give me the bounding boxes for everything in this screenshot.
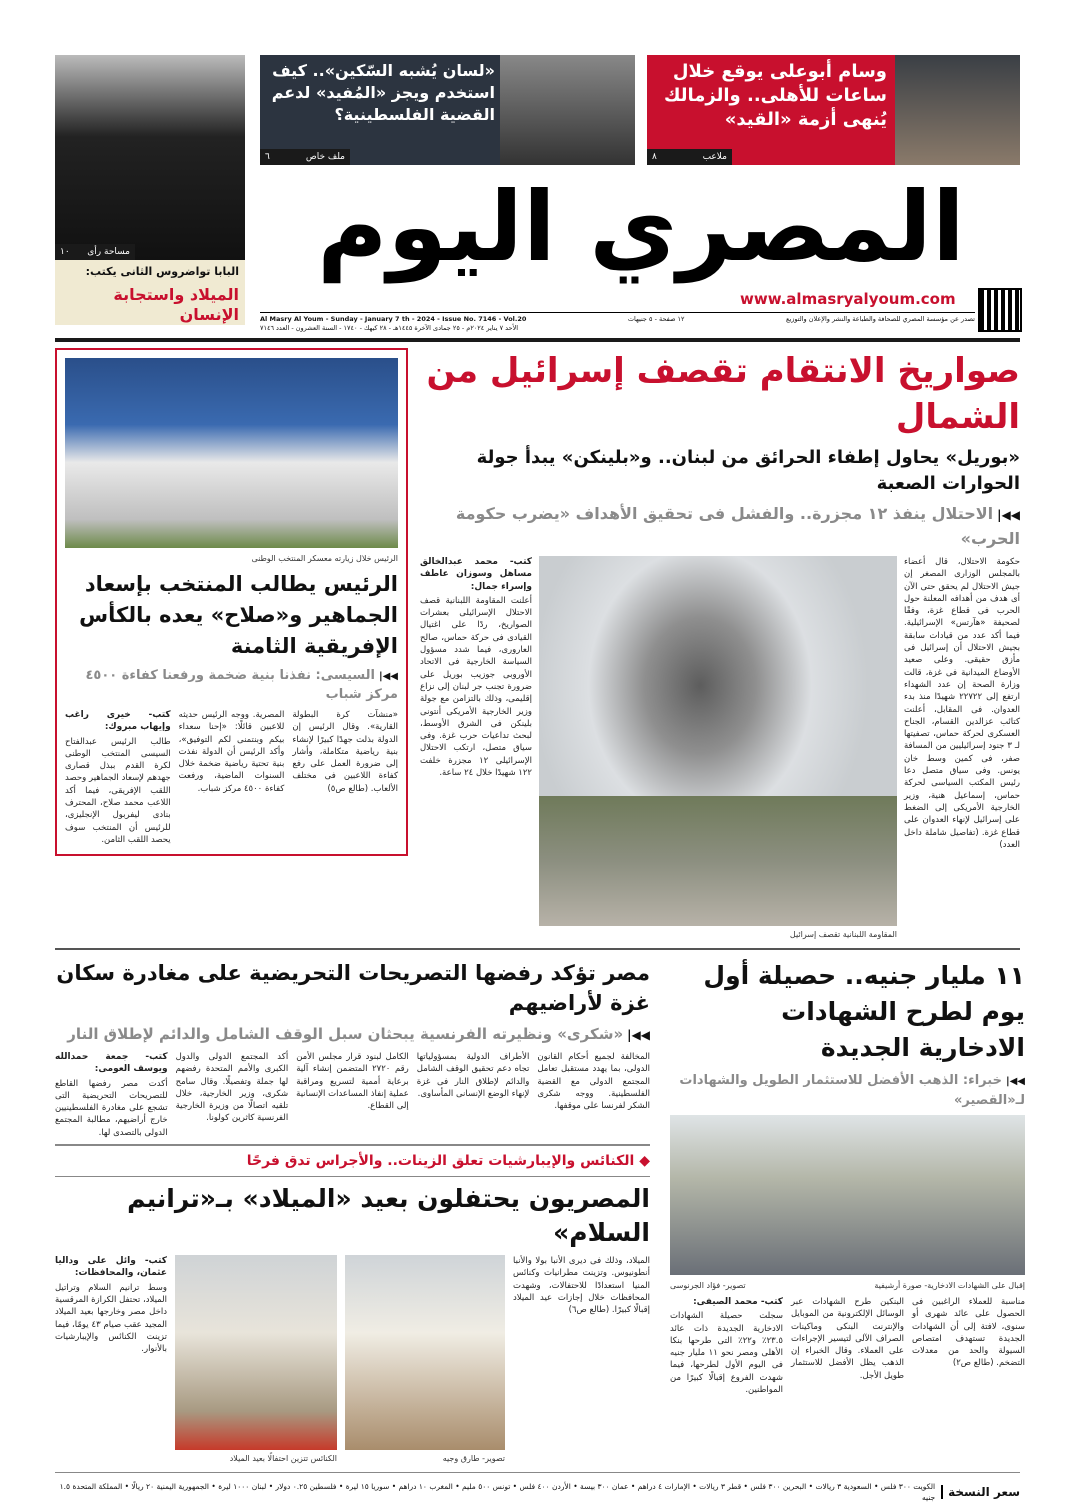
teaser-file[interactable]	[260, 55, 635, 165]
bank-photo	[670, 1115, 1025, 1275]
christmas-col2: الميلاد، وذلك فى ديرى الأنبا بولا والأنبا أنطونيوس. وتزينت مطرانيات وكنائس المنيا استعدادًا للاحتفالات، وشهدت المحافظات خلال إجازات عيد الميلاد إقبالًا كبيرًا. (طالع ص٦)	[513, 1256, 650, 1316]
church-photo-1-block	[175, 1255, 337, 1464]
bank-photo-credit: تصوير- فؤاد الجرنوسى	[670, 1281, 746, 1290]
teaser-pope[interactable]	[55, 55, 245, 325]
double-arrow-icon: ◀◀|	[997, 508, 1020, 522]
publisher: تصدر عن مؤسسة المصري للصحافة والطباعة والنشر والإعلان والتوزيع	[786, 315, 975, 323]
church-photo-1	[175, 1255, 337, 1450]
certificates-sub-text: خبراء: الذهب الأفضل للاستثمار الطويل والشهادات لـ«القصير»	[679, 1073, 1025, 1108]
double-arrow-icon: ◀◀|	[627, 1028, 650, 1042]
lead-photo-caption: المقاومة اللبنانية تقصف إسرائيل	[789, 930, 897, 939]
section-rule	[55, 1144, 650, 1146]
teaser-file-headline: «لسان يُشبه السّكين».. كيف استخدم ويجز «المُفيد» لدعم القضية الفلسطينية؟	[271, 61, 495, 124]
lead-body	[420, 556, 1020, 940]
certificates-col2: البنكين طرح الشهادات عبر الوسائل الإلكترونية من الموبايل والإنترنت البنكى وماكينات الصراف الآلى لتيسير الإجراءات على العملاء. وقال الخبراء إن الذهب يظل الأفضل للاستثمار طويل الأجل.	[791, 1297, 904, 1381]
egypt-gaza-byline: كتب- جمعة حمدالله ويوسف العومى:	[55, 1052, 168, 1075]
pages-price: ١٢ صفحة - ٥ جنيهات	[627, 315, 685, 323]
pope-kicker: البابا تواضروس الثانى يكتب:	[85, 265, 239, 278]
egypt-gaza-sub	[55, 1023, 650, 1046]
christmas-kicker-text: الكنائس والإيبارشيات تعلق الزينات.. والأجراس تدق فرحًا	[246, 1153, 635, 1170]
section-label: ملاعب	[702, 152, 727, 162]
protest-photo	[500, 55, 635, 165]
church-photo-2-block	[345, 1255, 505, 1464]
top-stories-row	[55, 348, 1020, 940]
player-photo	[895, 55, 1020, 165]
lead-headline: صواريخ الانتقام تقصف إسرائيل من الشمال	[426, 351, 1020, 437]
egypt-gaza-col4: الأطراف الدولية بمسؤولياتها تجاه دعم تحقيق الوقف الشامل والدائم لإطلاق النار فى غزة لإنهاء الوضع الإنسانى المأساوى.	[416, 1052, 530, 1099]
double-arrow-icon: ◀◀|	[1005, 1076, 1025, 1087]
website-url[interactable]: www.almasryalyoum.com	[740, 290, 956, 308]
church-photo-2	[345, 1255, 505, 1450]
teaser-sport[interactable]	[647, 55, 1020, 165]
sports-col3: «منشآت كرة البطولة القارية». وقال الرئيس إن الدولة بذلت جهدًا كبيرًا لإنشاء بنية رياضية متكاملة، وأشار إلى ضرورة العمل على رفع كفاءة اللاعبين فى مختلف الألعاب. (طالع ص٥)	[292, 710, 399, 794]
lead-col2: حكومة الاحتلال، قال أعضاء بالمجلس الوزارى المصغر إن جيش الاحتلال لم يحقق حتى الآن أى هدف من أهدافه المعلنة حول الحرب فى قطاع غزة، وفقًا لصحيفة «هآرتس» الإسرائيلية. فيما أكد عدد من قيادات سابقة بجيش الاحتلال أن إسرائيل فى مأزق حقيقى. وعلى صعيد الأوضاع الميدانية فى غزة، قالت وزارة الصحة إن عدد الشهداء ارتفع إلى ٢٢٧٢٢ شهيدًا منذ بدء العدوان.	[904, 557, 1021, 715]
page-body	[55, 348, 1025, 1503]
christmas-kicker	[55, 1151, 650, 1171]
church-photo-2-credit: تصوير- طارق وجيه	[442, 1454, 505, 1464]
sports-byline: كتب- خيرى راغب وإيهاب مبروك:	[65, 710, 171, 733]
pope-headline: الميلاد واستجابة الإنسان	[113, 285, 239, 324]
section-rule	[55, 1176, 650, 1177]
certificates-byline: كتب- محمد الصيفى:	[693, 1297, 783, 1307]
christmas-byline: كتب- وائل على وداليا عثمان، والمحافظات:	[55, 1256, 167, 1279]
diamond-icon: ◆	[639, 1153, 650, 1170]
egypt-gaza-col3: الكامل لبنود قرار مجلس الأمن رقم ٢٧٢٠ المتضمن إنشاء آلية برعاية أممية لتسريع ومراقبة عملية إنفاذ المساعدات الإنسانية إلى القطاع.	[296, 1052, 409, 1112]
masthead-logo: المصري اليوم	[317, 171, 965, 283]
sports-sub-text: السيسى: نفذنا بنية ضخمة ورفعنا كفاءة ٤٥٠٠ مركز شباب	[85, 668, 398, 702]
page-number: ٨	[652, 152, 657, 162]
price-list: الكويت ٣٠٠ فلس • السعودية ٣ ريالات • البحرين ٣٠٠ فلس • قطر ٣ ريالات • الإمارات ٤ دراهم • عمان ٣٠٠ بيسة • الأردن ٤٠٠ فلس • تونس ٥٠٠ مليم • المغرب ١٠ دراهم • سوريا ١٥ ليرة • فلسطين ٠.٢٥ دولار • لبنان ١٠٠٠ ليرة • الجمهورية اليمنية ٢٠ ريالًا • المملكة المتحدة ١.٥ جنيه	[59, 1482, 936, 1503]
certificates-story	[670, 958, 1025, 1396]
lead-story	[420, 348, 1020, 940]
masthead-rule	[260, 312, 975, 313]
lead-photo-block	[539, 556, 897, 940]
christmas-headline: المصريون يحتفلون بعيد «الميلاد» بـ«ترانيم السلام»	[127, 1184, 650, 1248]
sports-col1: طالب الرئيس عبدالفتاح السيسى المنتخب الوطنى لكرة القدم ببذل قصارى جهدهم لإسعاد الجماهير وحصد اللقب الإفريقى، فيما أكد اللاعب محمد صلاح، المحترف بنادى ليفربول الإنجليزى، للرئيس أن المنتخب سوف يحصد اللقب الثامن.	[65, 736, 171, 845]
lead-byline: كتب- محمد عبدالخالق مساهل وسوزان عاطف وإسراء جمال:	[420, 557, 532, 592]
lead-sub1: «بوريل» يحاول إطفاء الحرائق من لبنان.. و«بلينكن» يبدأ جولة الحوارات الصعبة	[476, 447, 1020, 494]
price-rule	[55, 1472, 1020, 1473]
egypt-gaza-col1: أكدت مصر رفضها القاطع للتصريحات التحريضية التى تشجع على مغادرة الفلسطينيين خارج أراضيهم، مطالبة المجتمع الدولى بالتصدى لها.	[55, 1078, 168, 1138]
left-stories	[55, 958, 650, 1464]
top-rule	[55, 338, 1020, 342]
christmas-col1: وسط ترانيم السلام وتراتيل الميلاد، تحتفل الكرازة المرقسية داخل مصر وخارجها بعيد الميلاد المجيد عقب صيام ٤٣ يومًا، فيما تزينت الكنائس والإيبارشيات بالأنوار.	[55, 1282, 167, 1355]
egypt-gaza-headline: مصر تؤكد رفضها التصريحات التحريضية على مغادرة سكان غزة لأراضيهم	[56, 961, 650, 1015]
team-photo	[65, 358, 398, 548]
egypt-gaza-sub-text: «شكرى» ونظيرته الفرنسية يبحثان سبل الوقف الشامل والدائم لإطلاق النار	[67, 1025, 624, 1043]
page-number: ١٠	[60, 247, 70, 257]
teaser-sport-headline: وسام أبوعلى يوقع خلال ساعات للأهلى.. والزمالك يُنهى أزمة «القيد»	[663, 61, 887, 130]
dateline-bar	[260, 315, 975, 333]
certificates-headline: ١١ مليار جنيه.. حصيلة أول يوم لطرح الشهادات الادخارية الجديدة	[703, 961, 1025, 1062]
double-arrow-icon: ◀◀|	[378, 671, 398, 682]
section-rule	[55, 948, 1020, 950]
egypt-gaza-body	[55, 1051, 650, 1139]
price-bar	[55, 1481, 1020, 1503]
dateline-en: Al Masry Al Youm - Sunday - January 7 th - 2024 - Issue No. 7146 - Vol.20	[260, 315, 527, 323]
certificates-col3: مناسبة للعملاء الراغبين فى الحصول على عائد شهرى أو سنوى، لافتة إلى أن الشهادات الجديدة تستهدف امتصاص السيولة والحد من معدلات التضخم. (طالع ص٢)	[912, 1297, 1025, 1369]
christmas-body	[55, 1255, 650, 1464]
lead-photo	[539, 556, 897, 926]
bank-photo-captions	[670, 1280, 1025, 1291]
church-photo-1-caption: الكنائس تتزين احتفالًا بعيد الميلاد	[229, 1454, 337, 1464]
egypt-gaza-col2: أكد المجتمع الدولى والدول الكبرى والأمم المتحدة رفضهم لها جملة وتفصيلًا. وقال سامح شكرى، وزير الخارجية، خلال تلقيه اتصالًا من وزيرة الخارجية الفرنسية كاثرين كولونا.	[175, 1052, 289, 1124]
sports-box	[55, 348, 408, 856]
page-number: ٦	[265, 152, 270, 162]
pope-photo	[55, 55, 245, 260]
teaser-sport-footer	[647, 149, 732, 165]
price-label: سعر النسخة	[941, 1485, 1020, 1499]
qr-code	[980, 290, 1020, 330]
lead-sub2	[420, 502, 1020, 551]
sports-sub	[65, 667, 398, 704]
lead-col3: فى المقابل، أعلنت كتائب عزالدين القسام، الجناح العسكرى لحركة حماس، تصفيتها لـ ٣ جنود إسرائيليين من المسافة صفر، فى كمين وسط خان يونس. وفى سياق متصل دعا رئيس المكتب السياسى لحركة حماس، إسماعيل هنية، وزير الخارجية الأمريكى إلى الضغط على إسرائيل لإنهاء العدوان على قطاع غزة. (تفاصيل شاملة داخل العدد)	[904, 704, 1020, 850]
teaser-file-footer	[260, 149, 350, 165]
bottom-stories-row	[55, 958, 1025, 1464]
teaser-pope-footer	[55, 244, 135, 260]
certificates-col1: سجلت حصيلة الشهادات الادخارية الجديدة ذات عائد ٢٣.٥٪ و٢٢٪ التى طرحها بنكا الأهلى ومصر نحو ١١ مليار جنيه فى اليوم الأول لطرحها، فيما شهدت الفروع إقبالًا كبيرًا من المواطنين.	[670, 1311, 783, 1396]
certificates-sub	[670, 1071, 1025, 1110]
lead-col1: أعلنت المقاومة اللبنانية قصف الاحتلال الإسرائيلى بعشرات الصواريخ، ردًا على اغتيال القيادى فى حركة حماس، صالح العارورى، فيما شدد مسؤول السياسة الخارجية فى الاتحاد الأوروبى جوزيب بوريل على ضرورة تجنب جر لبنان إلى نزاع إقليمى، وذلك بالتزامن مع جولة وزير الخارجية الأمريكى أنتونى بلينكن فى الشرق الأوسط، لبحث تداعيات حرب غزة. وفى سياق متصل، ارتكب الاحتلال الإسرائيلى ١٢ مجزرة خلفت ١٢٢ شهيدًا خلال ٢٤ ساعة.	[420, 595, 532, 779]
section-label: ملف خاص	[305, 152, 345, 162]
certificates-body	[670, 1296, 1025, 1396]
dateline-ar: الأحد ٧ يناير ٢٠٢٤م - ٢٥ جمادى الآخرة ١٤٤٥هـ - ٢٨ كيهك - ١٧٤٠ - السنة العشرون - العدد ٧١٤٦	[260, 324, 519, 332]
section-label: مساحة رأى	[87, 247, 130, 257]
team-photo-caption: الرئيس خلال زيارته معسكر المنتخب الوطنى	[251, 554, 398, 563]
egypt-gaza-col5: المخالفة لجميع أحكام القانون الدولى، بما يهدد مستقبل تعامل المجتمع الدولى مع القضية الفلسطينية. ووجه شكرى الشكر لفرنسا على موقفها.	[537, 1052, 650, 1112]
lead-sub2-text: الاحتلال ينفذ ١٢ مجزرة.. والفشل فى تحقيق الأهداف «يضرب حكومة الحرب»	[455, 504, 1020, 548]
sports-headline: الرئيس يطالب المنتخب بإسعاد الجماهير و«صلاح» يعده بالكأس الإفريقية الثامنة	[79, 572, 398, 658]
sports-body	[65, 709, 398, 846]
sports-col2: المصرية. ووجه الرئيس حديثه للاعبين قائلًا: «إحنا سعداء بيكم وبنتمنى لكم التوفيق»، وأكد الرئيس أن الدولة نفذت بنية تحتية رياضية ضخمة خلال السنوات الماضية، ورفعت كفاءة ٤٥٠٠ مركز شباب.	[178, 710, 285, 794]
bank-photo-caption: إقبال على الشهادات الادخارية- صورة أرشيفية	[874, 1281, 1025, 1290]
